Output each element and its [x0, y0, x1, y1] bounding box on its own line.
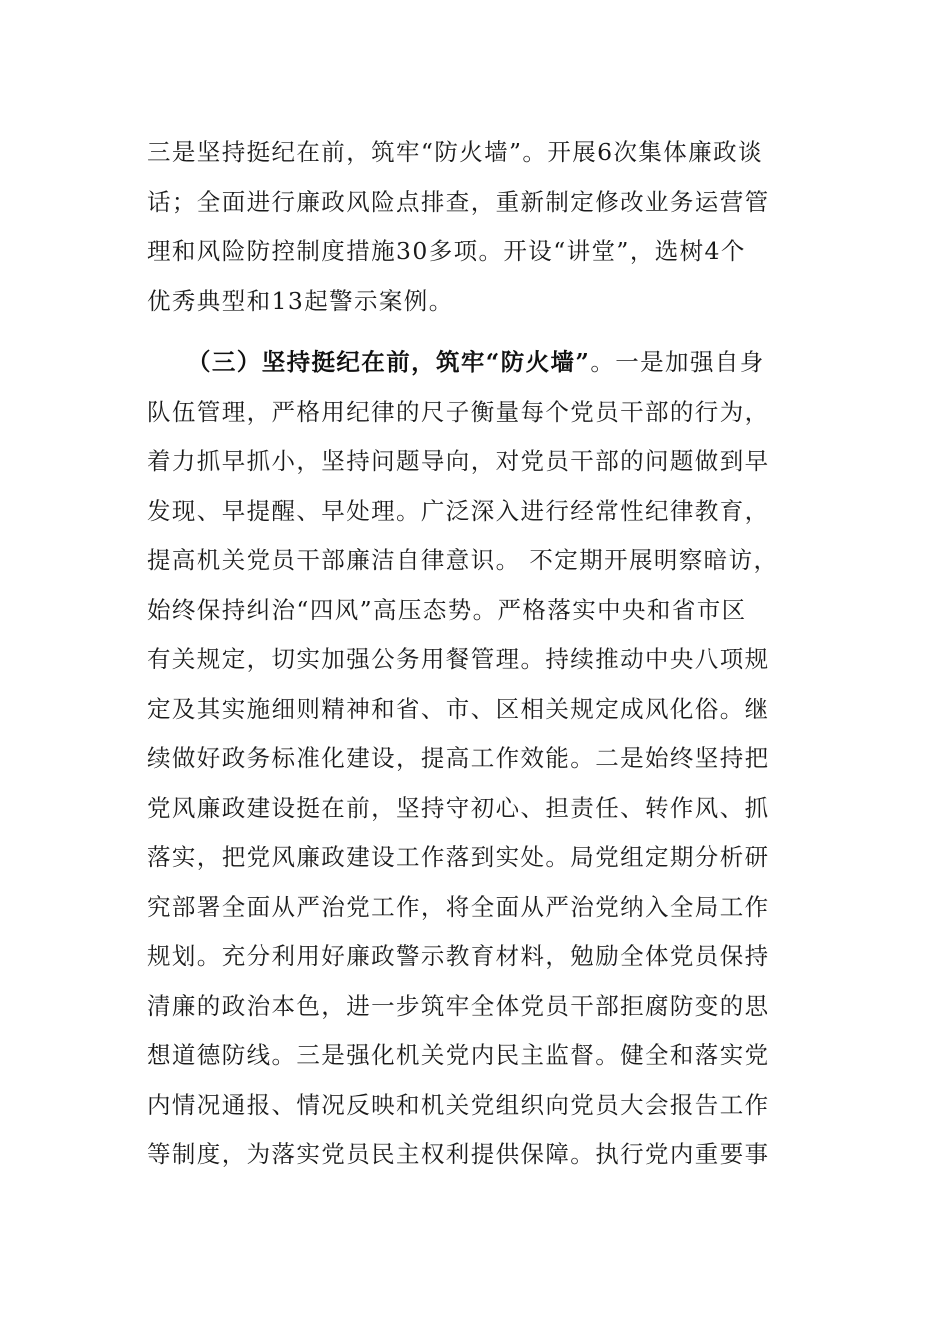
text-line: 话；全面进行廉政风险点排查，重新制定修改业务运营管 [147, 187, 770, 216]
text-line: 续做好政务标准化建设，提高工作效能。二是始终坚持把 [147, 744, 770, 772]
text-line: 优秀典型和13起警示案例。 [147, 286, 454, 315]
text-line: 落实，把党风廉政建设工作落到实处。局党组定期分析研 [147, 843, 770, 871]
text-line: 规划。充分利用好廉政警示教育材料，勉励全体党员保持 [147, 942, 770, 970]
first-line [147, 338, 807, 388]
text-line: 始终保持纠治“四风”高压态势。严格落实中央和省市区 [147, 595, 747, 624]
section-heading: （三）坚持挺纪在前，筑牢“防火墙” [187, 348, 591, 376]
first-line-text: 。一是加强自身 [590, 348, 765, 376]
text-line: 清廉的政治本色，进一步筑牢全体党员干部拒腐防变的思 [147, 991, 770, 1020]
text-line: 定及其实施细则精神和省、市、区相关规定成风化俗。继 [147, 694, 770, 723]
paragraph-discipline-points [147, 128, 807, 326]
text-line: 等制度，为落实党员民主权利提供保障。执行党内重要事 [147, 1140, 770, 1168]
text-line: 究部署全面从严治党工作，将全面从严治党纳入全局工作 [147, 892, 770, 921]
text-line: 提高机关党员干部廉洁自律意识。 不定期开展明察暗访， [147, 546, 779, 574]
text-line: 理和风险防控制度措施30多项。开设“讲堂”，选树4个 [147, 237, 746, 265]
text-line: 发现、早提醒、早处理。广泛深入进行经常性纪律教育， [147, 496, 770, 525]
text-line: 有关规定，切实加强公务用餐管理。持续推动中央八项规 [147, 645, 770, 673]
paragraph-section-three [147, 338, 807, 1180]
text-line: 党风廉政建设挺在前，坚持守初心、担责任、转作风、抓 [147, 793, 770, 822]
text-line: 内情况通报、情况反映和机关党组织向党员大会报告工作 [147, 1090, 770, 1119]
text-line: 三是坚持挺纪在前，筑牢“防火墙”。开展6次集体廉政谈 [147, 138, 763, 166]
text-line: 着力抓早抓小，坚持问题导向，对党员干部的问题做到早 [147, 447, 770, 475]
text-line: 队伍管理，严格用纪律的尺子衡量每个党员干部的行为， [147, 397, 770, 426]
text-line: 想道德防线。三是强化机关党内民主监督。健全和落实党 [147, 1041, 770, 1069]
